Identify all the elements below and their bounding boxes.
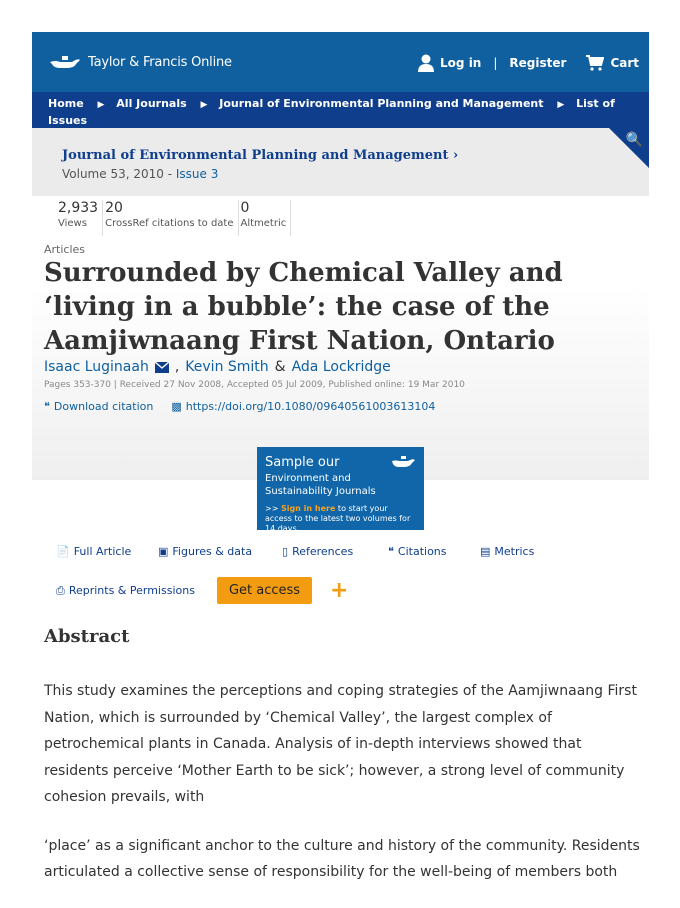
publication-info: Pages 353-370 | Received 27 Nov 2008, Accepted 05 Jul 2009, Published online: 19 Mar 2010	[44, 380, 465, 390]
article-title: Surrounded by Chemical Valley and ‘living in a bubble’: the case of the Aamjiwnaang First Nation, Ontario	[44, 258, 563, 356]
tab-reprints-label: Reprints & Permissions	[68, 584, 195, 597]
ad-cta	[265, 504, 416, 534]
cart-link[interactable]	[586, 55, 639, 71]
ad-subtitle: Environment and Sustainability Journals	[265, 473, 376, 497]
breadcrumb-arrow-icon: ▶	[97, 100, 105, 110]
envelope-icon[interactable]	[155, 362, 169, 373]
ad-cta-text: to start your access to the latest two volumes for 14 days	[265, 504, 411, 533]
metric-views-label: Views	[58, 218, 87, 229]
article-tabs	[56, 545, 534, 558]
search-icon[interactable]: 🔍	[625, 132, 643, 148]
print-icon: ⎙	[56, 583, 65, 597]
issue-link[interactable]: Issue 3	[175, 167, 219, 181]
tab-citations-label: Citations	[397, 545, 447, 558]
doi-icon: ▩	[171, 400, 182, 413]
author-3[interactable]: Ada Lockridge	[291, 359, 391, 375]
tab-figures[interactable]	[158, 545, 282, 558]
metric-altmetric-label: Altmetric	[240, 218, 287, 229]
brand-logo[interactable]	[48, 54, 232, 70]
teapot-ad-icon	[390, 455, 416, 469]
tab-references[interactable]	[282, 545, 388, 558]
doi-link[interactable]	[171, 400, 435, 413]
metrics-bar	[56, 200, 291, 236]
metric-altmetric-number: 0	[240, 200, 250, 216]
metric-crossref[interactable]	[103, 200, 238, 236]
ad-title: Sample our	[265, 455, 340, 470]
register-link[interactable]: Register	[509, 56, 567, 70]
image-icon: ▣	[158, 545, 169, 558]
metric-crossref-label: CrossRef citations to date	[105, 218, 234, 229]
tab-figures-label: Figures & data	[172, 545, 253, 558]
metric-views-number: 2,933	[58, 200, 99, 216]
breadcrumb-issues[interactable]: List of Issues	[48, 97, 615, 127]
breadcrumb-arrow-icon: ▶	[557, 100, 565, 110]
author-comma: ,	[174, 359, 180, 375]
login-label: Log in	[440, 56, 482, 70]
book-icon: ▯	[282, 545, 289, 558]
page-frame	[32, 32, 649, 196]
get-access-button[interactable]: Get access	[217, 577, 312, 604]
metric-views	[56, 200, 103, 236]
tab-full-article-label: Full Article	[73, 545, 132, 558]
separator: |	[493, 56, 498, 70]
citation-links	[44, 400, 435, 413]
download-citation-label: Download citation	[53, 400, 154, 413]
tab-metrics-label: Metrics	[494, 545, 535, 558]
user-links	[418, 54, 639, 72]
tab-reprints[interactable]	[56, 584, 195, 598]
article-section-label: Articles	[44, 243, 86, 256]
abstract-paragraph-2: ‘place’ as a significant anchor to the culture and history of the community. Residents articulated a collective sense of responsibility for the well-being of members both	[44, 837, 640, 880]
metric-altmetric[interactable]	[239, 200, 292, 236]
ad-cta-prefix: >>	[265, 504, 281, 513]
journal-header	[32, 128, 649, 196]
cart-label: Cart	[610, 56, 639, 70]
author-ampersand: &	[274, 359, 286, 375]
breadcrumb-all-journals[interactable]: All Journals	[116, 97, 187, 110]
metric-crossref-number: 20	[105, 200, 123, 216]
teapot-logo-icon	[48, 54, 82, 70]
download-citation-link[interactable]	[44, 400, 153, 413]
doi-label: https://doi.org/10.1080/09640561003613104	[185, 400, 436, 413]
breadcrumb-arrow-icon: ▶	[200, 100, 208, 110]
abstract-paragraph-1: This study examines the perceptions and coping strategies of the Aamjiwnaang First Nation, which is surrounded by ‘Chemical Valley’, the largest complex of petrochemical plants in Canada. Analysis of in-depth interviews showed that residents perceive ‘Mother Earth to be sick’; however, a strong level of community cohesion prevails, with	[44, 683, 637, 805]
tab-references-label: References	[292, 545, 354, 558]
breadcrumb-journal[interactable]: Journal of Environmental Planning and Management	[219, 97, 544, 110]
journal-title[interactable]: Journal of Environmental Planning and Management ›	[62, 148, 459, 163]
breadcrumb-home[interactable]: Home	[48, 97, 84, 110]
article-actions	[56, 577, 348, 604]
abstract-heading: Abstract	[44, 626, 130, 647]
volume-text: Volume 53, 2010 -	[62, 167, 176, 181]
author-1[interactable]: Isaac Luginaah	[44, 359, 149, 375]
breadcrumb	[32, 92, 649, 128]
brand-name: Taylor & Francis Online	[88, 54, 232, 70]
quote-icon: ❝	[44, 400, 50, 413]
journal-volume	[62, 167, 619, 181]
ad-sign-in-link[interactable]: Sign in here	[280, 504, 336, 513]
author-list	[44, 359, 391, 375]
tab-citations[interactable]	[388, 545, 480, 558]
plus-icon[interactable]: +	[330, 578, 349, 603]
bar-chart-icon: ▤	[480, 545, 491, 558]
breadcrumb-line1	[48, 96, 633, 128]
top-bar	[32, 32, 649, 92]
author-2[interactable]: Kevin Smith	[185, 359, 269, 375]
cart-icon	[586, 55, 604, 71]
quote-icon: ❝	[388, 545, 394, 558]
tab-metrics[interactable]	[480, 545, 534, 558]
document-icon: 📄	[56, 545, 70, 558]
login-link[interactable]	[418, 54, 481, 72]
sample-journals-ad[interactable]	[257, 447, 424, 533]
tab-full-article[interactable]	[56, 545, 158, 558]
user-icon	[418, 54, 434, 72]
abstract-body	[44, 678, 644, 908]
